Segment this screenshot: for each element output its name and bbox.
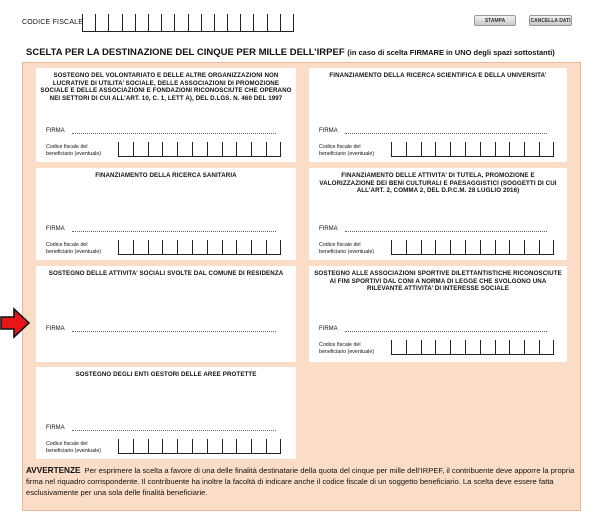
title-main: SCELTA PER LA DESTINAZIONE DEL CINQUE PER MILLE DELL’IRPEF [26, 47, 345, 58]
avvertenze-text: Per esprimere la scelta a favore di una delle finalità destinatarie della quota del cinque per mille dell’IRPEF, il contribuente deve apporre la propria firma nel riquadro corrispondente. Il contribuente ha inoltre la facoltà di indicare anche il codice fiscale di un soggetto beneficiario. La scelta deve essere fatta esclusivamente per una sola delle finalità beneficiarie. [26, 466, 575, 497]
firma-label: FIRMA [319, 226, 338, 232]
firma-row [319, 322, 557, 332]
codice-fiscale-input[interactable] [82, 14, 294, 32]
firma-label: FIRMA [319, 128, 338, 134]
codice-beneficiario-input[interactable] [391, 240, 554, 255]
codice-beneficiario-label: Codice fiscale del beneficiario (eventuale) [46, 144, 102, 157]
box-aree-protette [36, 367, 296, 459]
box-beni-culturali [309, 168, 567, 260]
page-title [26, 47, 555, 58]
codice-beneficiario-label: Codice fiscale del beneficiario (eventuale) [46, 242, 102, 255]
codice-beneficiario-label: Codice fiscale del beneficiario (eventuale) [319, 342, 375, 355]
firma-field[interactable] [72, 127, 276, 134]
codice-beneficiario-row [46, 439, 281, 454]
firma-row [46, 222, 286, 232]
box-ricerca-sanitaria [36, 168, 296, 260]
box-comune-residenza [36, 266, 296, 362]
box-title: FINANZIAMENTO DELLA RICERCA SCIENTIFICA E DELLA UNIVERSITA’ [329, 72, 547, 79]
firma-row [46, 124, 286, 134]
codice-beneficiario-row [319, 142, 554, 157]
right-arrow-icon [0, 307, 30, 339]
firma-row [46, 421, 286, 431]
firma-row [46, 322, 286, 332]
codice-beneficiario-label: Codice fiscale del beneficiario (eventuale) [46, 441, 102, 454]
box-title: SOSTEGNO ALLE ASSOCIAZIONI SPORTIVE DILETTANTISTICHE RICONOSCIUTE AI FINI SPORTIVI DAL CONI A NORMA DI LEGGE CHE SVOLGONO UNA RILEVANTE ATTIVITA’ DI INTERESSE SOCIALE [314, 270, 562, 293]
codice-beneficiario-input[interactable] [118, 240, 281, 255]
title-sub: (in caso di scelta FIRMARE in UNO degli spazi sottostanti) [347, 48, 555, 57]
box-title: SOSTEGNO DEGLI ENTI GESTORI DELLE AREE PROTETTE [75, 371, 257, 378]
box-volontariato [36, 68, 296, 162]
stampa-button[interactable]: STAMPA [474, 15, 516, 26]
firma-label: FIRMA [46, 226, 65, 232]
firma-label: FIRMA [46, 326, 65, 332]
codice-beneficiario-input[interactable] [391, 340, 554, 355]
firma-field[interactable] [345, 325, 547, 332]
codice-beneficiario-input[interactable] [118, 439, 281, 454]
avvertenze-label: AVVERTENZE [26, 466, 81, 475]
box-title: SOSTEGNO DELLE ATTIVITA’ SOCIALI SVOLTE DAL COMUNE DI RESIDENZA [48, 270, 284, 277]
firma-label: FIRMA [46, 128, 65, 134]
codice-beneficiario-label: Codice fiscale del beneficiario (eventuale) [319, 242, 375, 255]
box-title: SOSTEGNO DEL VOLONTARIATO E DELLE ALTRE ORGANIZZAZIONI NON LUCRATIVE DI UTILITA’ SOCIALE, DELLE ASSOCIAZIONI DI PROMOZIONE SOCIALE E DELLE ASSOCIAZIONI E FONDAZIONI RICONOSCIUTE CHE OPERANO NEI SETTORI DI CUI ALL’ART. 10, C. 1, LETT A), DEL D.LGS. N. 460 DEL 1997 [40, 72, 292, 102]
codice-beneficiario-input[interactable] [118, 142, 281, 157]
codice-beneficiario-row [319, 340, 554, 355]
firma-field[interactable] [345, 225, 547, 232]
codice-beneficiario-row [46, 142, 281, 157]
box-title: FINANZIAMENTO DELLE ATTIVITA’ DI TUTELA, PROMOZIONE E VALORIZZAZIONE DEI BENI CULTURALI E PAESAGGISTICI (SOGGETTI DI CUI ALL’ART. 2, COMMA 2, DEL D.P.C.M. 28 LUGLIO 2016) [319, 172, 557, 195]
codice-beneficiario-label: Codice fiscale del beneficiario (eventuale) [319, 144, 375, 157]
firma-label: FIRMA [46, 425, 65, 431]
header-bar [0, 0, 599, 40]
box-associazioni-sportive [309, 266, 567, 362]
box-title: FINANZIAMENTO DELLA RICERCA SANITARIA [95, 172, 237, 179]
codice-beneficiario-input[interactable] [391, 142, 554, 157]
box-ricerca-scientifica [309, 68, 567, 162]
firma-field[interactable] [72, 424, 276, 431]
firma-field[interactable] [72, 325, 276, 332]
codice-fiscale-label: CODICE FISCALE [22, 19, 84, 26]
firma-row [319, 222, 557, 232]
firma-field[interactable] [345, 127, 547, 134]
codice-beneficiario-row [46, 240, 281, 255]
firma-label: FIRMA [319, 326, 338, 332]
firma-field[interactable] [72, 225, 276, 232]
firma-row [319, 124, 557, 134]
codice-beneficiario-row [319, 240, 554, 255]
avvertenze-note [26, 465, 578, 498]
cancella-dati-button[interactable]: CANCELLA DATI [529, 15, 572, 26]
